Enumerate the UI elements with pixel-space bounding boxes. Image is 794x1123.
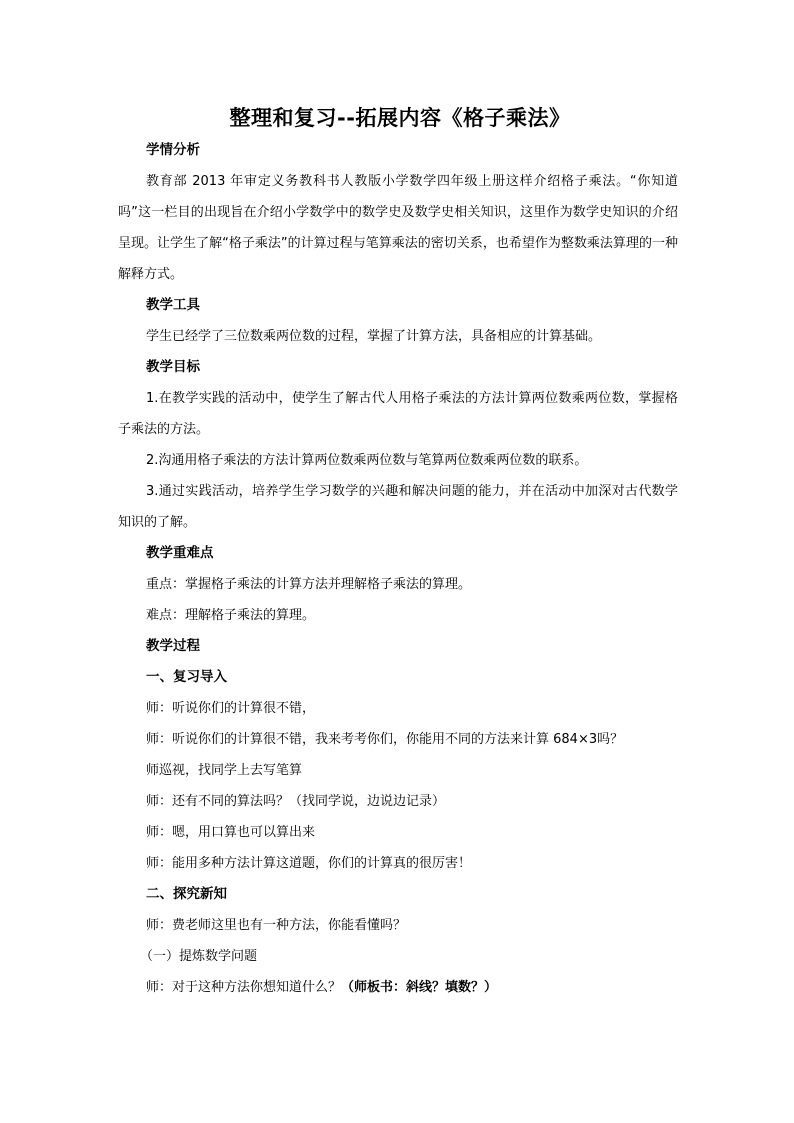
document-title: 整理和复习--拓展内容《格子乘法》 — [229, 106, 571, 130]
board-note: （师板书：斜线？填数？） — [341, 980, 498, 995]
process-line: 师：还有不同的算法吗？（找同学说，边说边记录） — [146, 794, 446, 809]
process-line: 师：能用多种方法计算这道题，你们的计算真的很厉害！ — [146, 856, 472, 871]
section-heading-goals: 教学目标 — [146, 359, 200, 375]
key-point-focus: 重点：掌握格子乘法的计算方法并理解格子乘法的算理。 — [146, 577, 472, 592]
process-last-line-text: 师：对于这种方法你想知道什么？ — [146, 980, 342, 995]
section-heading-process: 教学过程 — [146, 638, 200, 654]
process-line: 师：听说你们的计算很不错，我来考考你们，你能用不同的方法来计算 684×3吗？ — [146, 732, 624, 747]
process-line: 师：费老师这里也有一种方法，你能看懂吗？ — [146, 918, 407, 933]
document-content — [118, 103, 678, 1003]
key-point-difficulty: 难点：理解格子乘法的算理。 — [146, 608, 316, 623]
goal-item-1: 1.在教学实践的活动中，使学生了解古代人用格子乘法的方法计算两位数乘两位数，掌握格子乘法的方法。 — [118, 391, 678, 437]
process-part2-heading: 二、探究新知 — [146, 886, 227, 902]
section-heading-analysis: 学情分析 — [146, 142, 200, 158]
process-line: 师：嗯，用口算也可以算出来 — [146, 825, 316, 840]
process-part1-heading: 一、复习导入 — [146, 669, 227, 685]
process-line: 师：听说你们的计算很不错， — [146, 701, 316, 716]
tools-paragraph: 学生已经学了三位数乘两位数的过程，掌握了计算方法，具备相应的计算基础。 — [146, 329, 602, 344]
analysis-paragraph: 教育部 2013 年审定义务教科书人教版小学数学四年级上册这样介绍格子乘法。“你知道吗”这一栏目的出现旨在介绍小学数学中的数学史及数学史相关知识，这里作为数学史知识的介绍呈现。让学生了解“格子乘法”的计算过程与笔算乘法的密切关系，也希望作为整数乘法算理的一种解释方式。 — [118, 174, 678, 282]
process-line: 师巡视，找同学上去写笔算 — [146, 763, 303, 778]
goal-item-2: 2.沟通用格子乘法的方法计算两位数乘两位数与笔算两位数乘两位数的联系。 — [146, 453, 588, 468]
process-subheading: （一）提炼数学问题 — [140, 949, 258, 964]
goal-item-3: 3.通过实践活动，培养学生学习数学的兴趣和解决问题的能力，并在活动中加深对古代数学知识的了解。 — [118, 484, 678, 530]
section-heading-key-points: 教学重难点 — [146, 545, 214, 561]
section-heading-tools: 教学工具 — [146, 297, 200, 313]
process-last-line — [118, 972, 678, 1003]
